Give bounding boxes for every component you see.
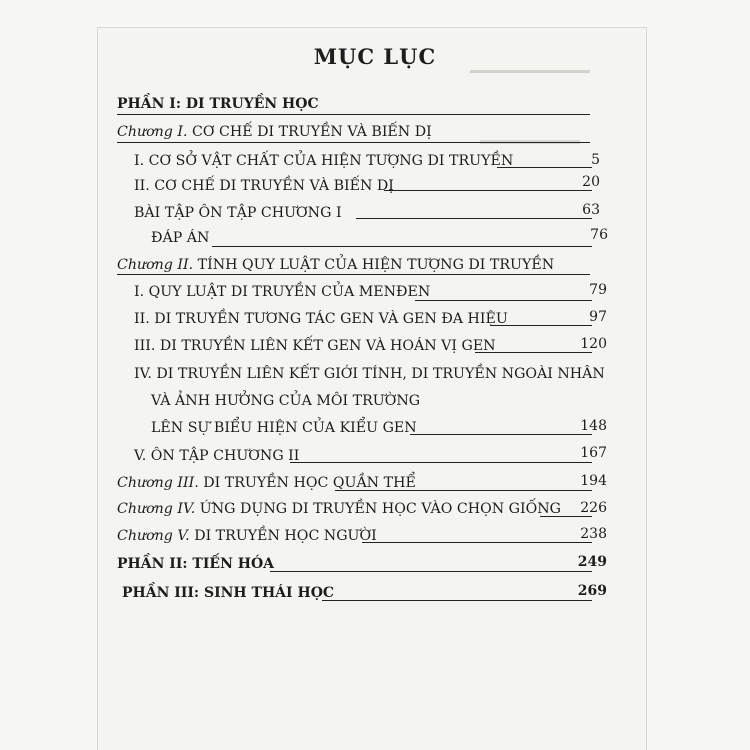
toc-page-number: 167 (580, 445, 607, 461)
toc-item (151, 229, 209, 247)
toc-leader (362, 542, 592, 543)
toc-chapter-label: Chương II. (117, 257, 194, 273)
toc-leader (290, 462, 592, 463)
page-title: MỤC LỤC (313, 44, 437, 69)
toc-text: PHẦN II: TIẾN HÓA (117, 556, 275, 572)
toc-item (134, 152, 513, 170)
toc-leader (322, 600, 592, 601)
toc-text: ĐÁP ÁN (151, 230, 210, 246)
toc-leader (270, 571, 592, 572)
toc-part-1 (117, 95, 319, 113)
toc-text: ỨNG DỤNG DI TRUYỀN HỌC VÀO CHỌN GIỐNG (195, 501, 561, 517)
toc-page-number: 5 (591, 152, 600, 168)
toc-text: CƠ CHẾ DI TRUYỀN VÀ BIẾN DỊ (187, 124, 432, 140)
toc-text: II. DI TRUYỀN TƯƠNG TÁC GEN VÀ GEN ĐA HIỆU (134, 311, 508, 327)
toc-item (134, 337, 496, 355)
toc-page-number: 20 (582, 174, 600, 190)
toc-underline (117, 142, 590, 143)
toc-text: DI TRUYỀN HỌC QUẦN THỂ (198, 475, 416, 491)
toc-text: II. CƠ CHẾ DI TRUYỀN VÀ BIẾN DỊ (134, 178, 394, 194)
toc-item (134, 310, 508, 328)
toc-text: DI TRUYỀN HỌC NGƯỜI (189, 528, 377, 544)
toc-chapter-label: Chương I. (117, 124, 188, 140)
toc-text: BÀI TẬP ÔN TẬP CHƯƠNG I (134, 205, 342, 221)
toc-leader (415, 300, 592, 301)
toc-page-number: 238 (580, 526, 607, 542)
toc-item (134, 365, 605, 383)
toc-text: PHẦN I: DI TRUYỀN HỌC (117, 96, 319, 112)
toc-page-number: 63 (582, 202, 600, 218)
toc-chapter-4 (117, 500, 561, 518)
toc-chapter-label: Chương III. (117, 475, 199, 491)
toc-leader (410, 434, 592, 435)
toc-page-number: 269 (577, 583, 607, 599)
toc-text: III. DI TRUYỀN LIÊN KẾT GEN VÀ HOÁN VỊ GEN (134, 338, 496, 354)
toc-item (134, 283, 430, 301)
toc-page-number: 79 (589, 282, 607, 298)
toc-text: I. QUY LUẬT DI TRUYỀN CỦA MENĐEN (134, 284, 431, 300)
toc-page-number: 249 (577, 554, 607, 570)
toc-text: IV. DI TRUYỀN LIÊN KẾT GIỚI TÍNH, DI TRUYỀN NGOÀI NHÂN (134, 366, 605, 382)
toc-page-number: 120 (580, 336, 607, 352)
toc-item (134, 447, 299, 465)
toc-chapter-1 (117, 123, 432, 141)
toc-text: PHẦN III: SINH THÁI HỌC (122, 585, 335, 601)
toc-page-number: 148 (580, 418, 607, 434)
toc-text: VÀ ẢNH HƯỞNG CỦA MÔI TRƯỜNG (151, 393, 421, 409)
toc-chapter-2 (117, 256, 554, 274)
toc-page-number: 97 (589, 309, 607, 325)
toc-page-number: 226 (580, 500, 607, 516)
toc-chapter-label: Chương V. (117, 528, 190, 544)
toc-chapter-label: Chương IV. (117, 501, 196, 517)
toc-item (134, 204, 342, 222)
toc-item (151, 392, 420, 410)
toc-leader (212, 246, 592, 247)
toc-item (134, 177, 394, 195)
toc-text: V. ÔN TẬP CHƯƠNG II (134, 448, 300, 464)
toc-underline (117, 114, 590, 115)
toc-leader (356, 218, 592, 219)
toc-part-3 (122, 584, 334, 602)
toc-text: I. CƠ SỞ VẬT CHẤT CỦA HIỆN TƯỢNG DI TRUYỀN (134, 153, 514, 169)
toc-page-number: 194 (580, 473, 607, 489)
toc-leader (335, 490, 592, 491)
toc-chapter-5 (117, 527, 377, 545)
toc-underline (117, 274, 590, 275)
toc-text: TÍNH QUY LUẬT CỦA HIỆN TƯỢNG DI TRUYỀN (193, 257, 555, 273)
toc-page-number: 76 (590, 227, 608, 243)
toc-part-2 (117, 555, 274, 573)
toc-text: LÊN SỰ BIỂU HIỆN CỦA KIỂU GEN (151, 420, 417, 436)
toc-item (151, 419, 417, 437)
